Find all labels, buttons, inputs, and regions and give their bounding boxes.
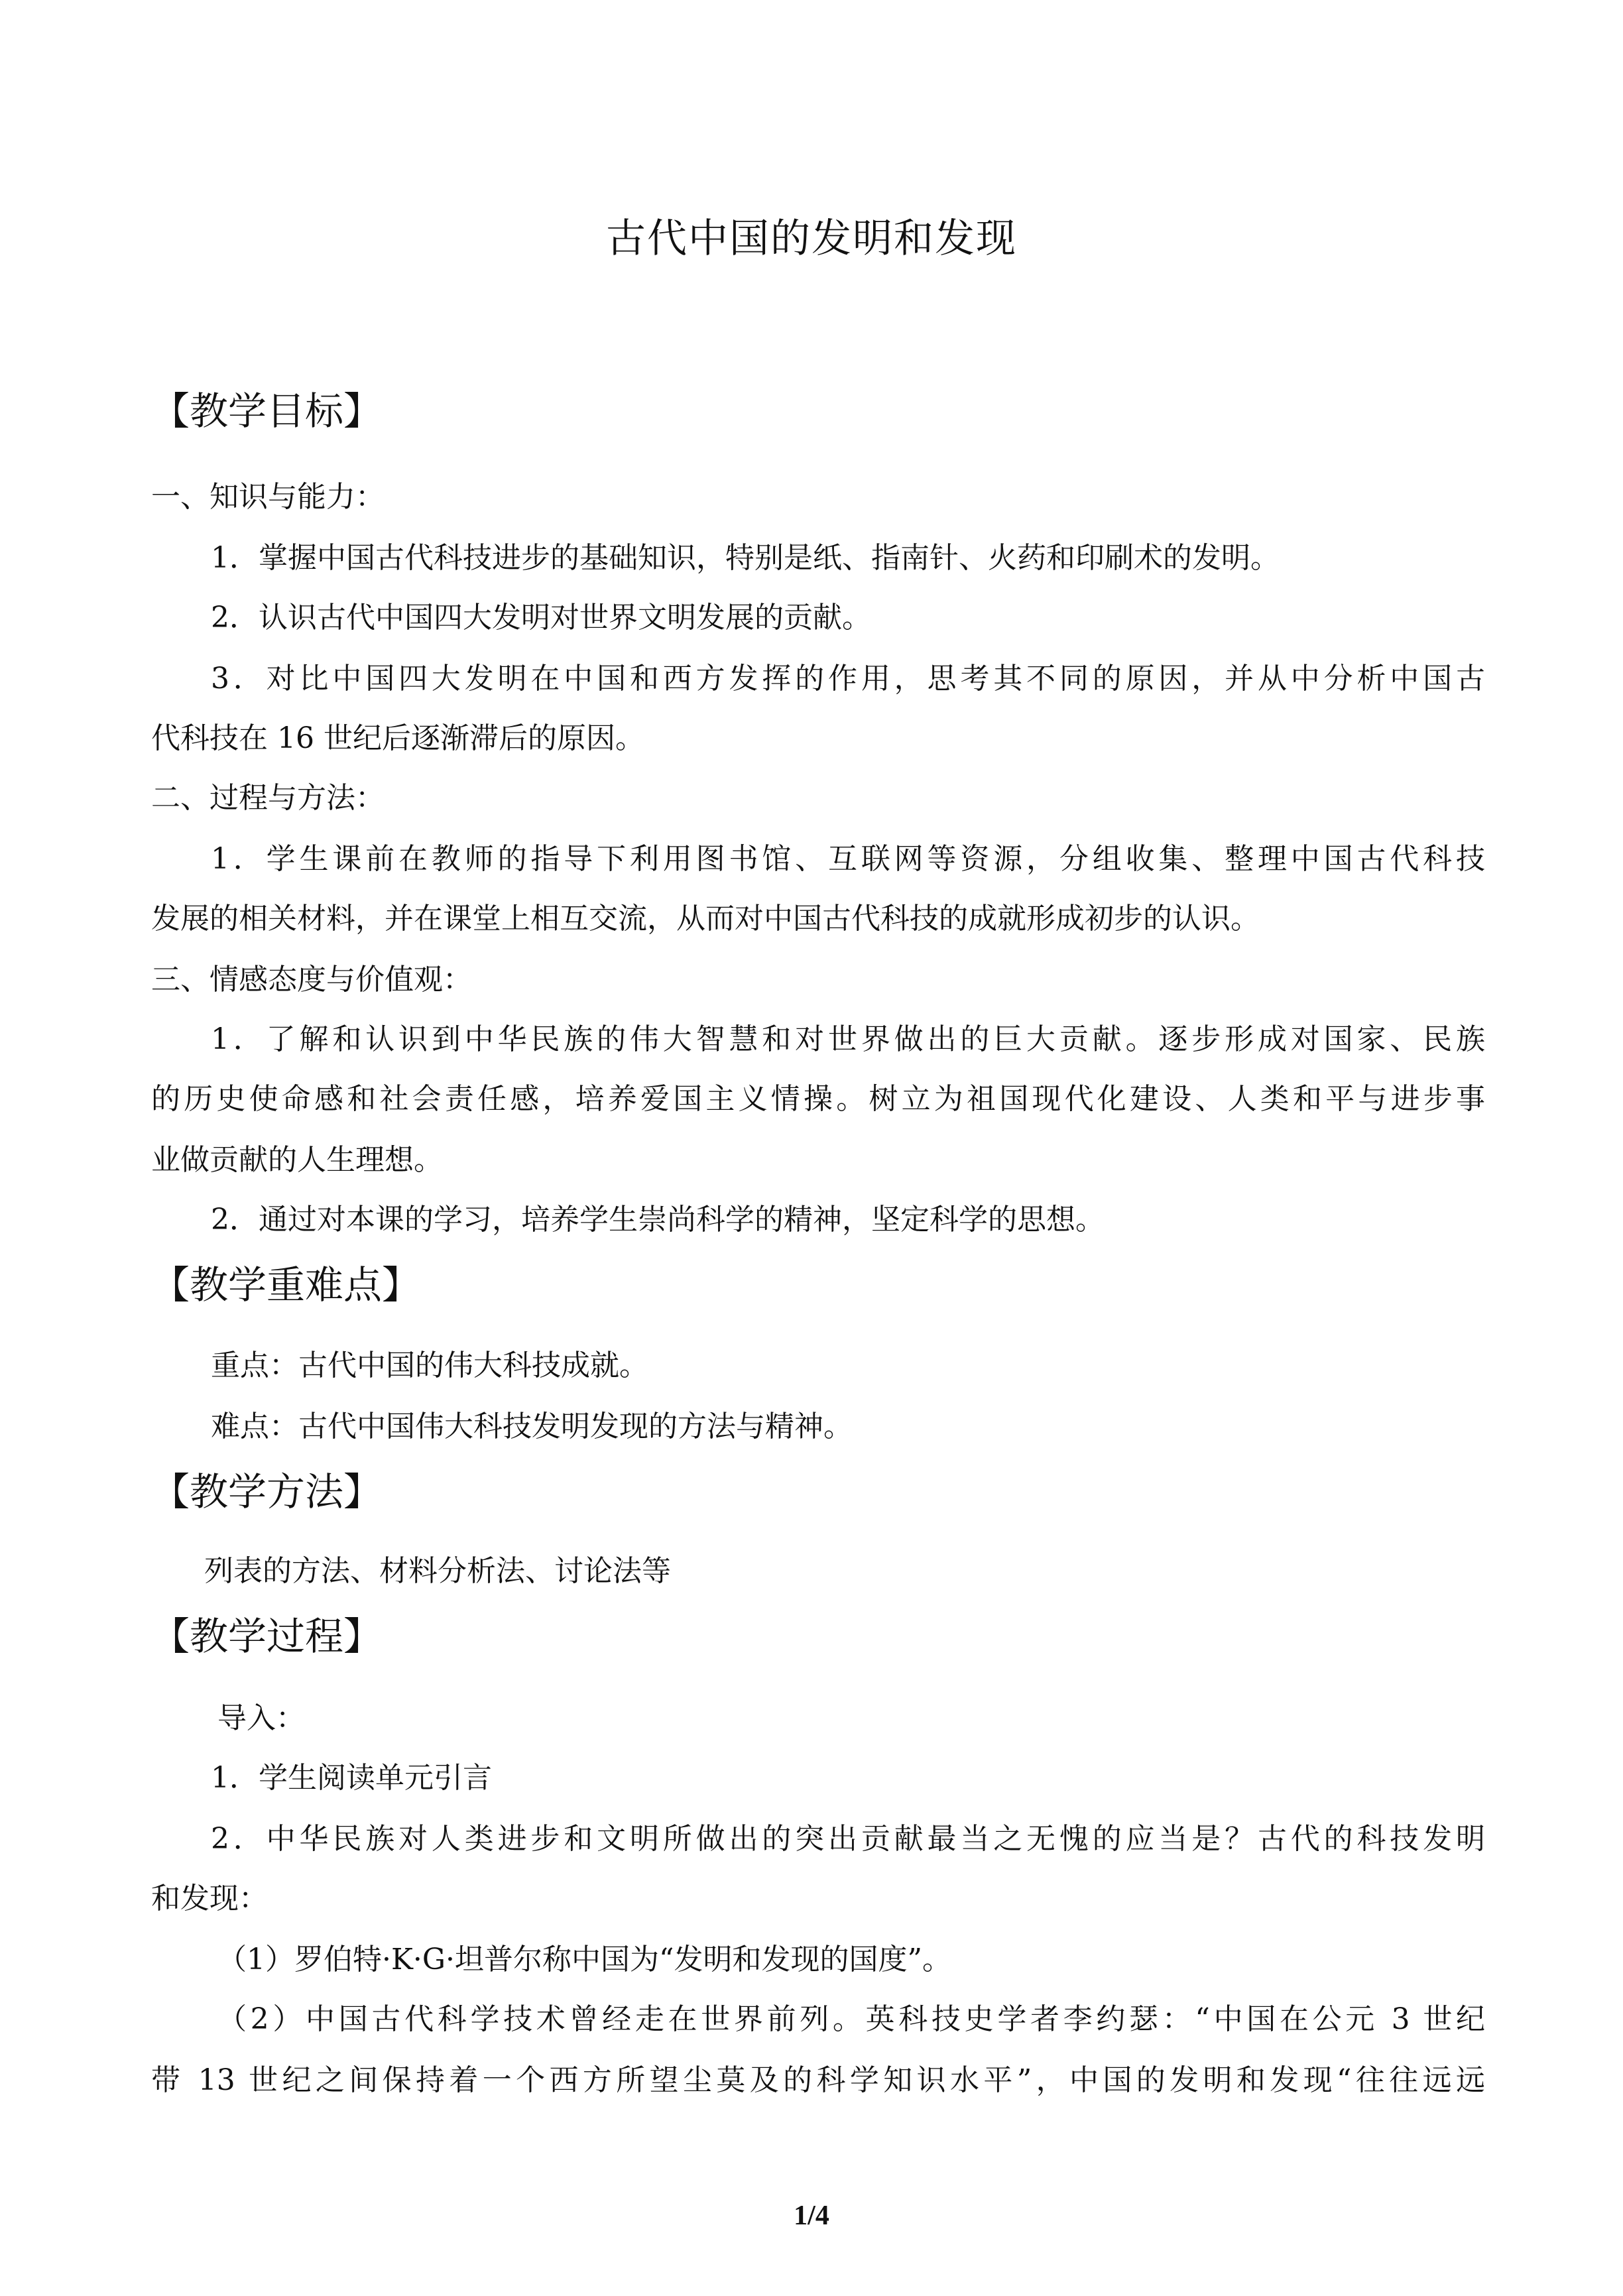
process-line: （1）罗伯特·K·G·坦普尔称中国为“发明和发现的国度”。: [217, 1943, 951, 1976]
page-title: 古代中国的发明和发现: [606, 215, 1017, 262]
attitude-item: 2．通过对本课的学习，培养学生崇尚科学的精神，坚定科学的思想。: [211, 1203, 1105, 1237]
page-number: 1/4: [794, 2201, 829, 2231]
knowledge-item: 2．认识古代中国四大发明对世界文明发展的贡献。: [211, 601, 871, 634]
process-method-item-continued: 发展的相关材料，并在课堂上相互交流，从而对中国古代科技的成就形成初步的认识。: [151, 902, 1260, 936]
knowledge-label: 一、知识与能力：: [151, 480, 385, 514]
section-heading-objectives: 【教学目标】: [151, 389, 383, 434]
attitude-label: 三、情感态度与价值观：: [151, 963, 472, 997]
process-line: 1．学生阅读单元引言: [211, 1761, 492, 1795]
process-line-continued: 和发现：: [151, 1882, 268, 1915]
intro-label: 导入：: [217, 1701, 305, 1735]
section-heading-process: 【教学过程】: [151, 1614, 383, 1659]
attitude-item-continued: 的历史使命感和社会责任感，培养爱国主义情操。树立为祖国现代化建设、人类和平与进步事: [151, 1082, 1485, 1116]
knowledge-item-continued: 代科技在 16 世纪后逐渐滞后的原因。: [151, 721, 644, 755]
process-line: 2．中华民族对人类进步和文明所做出的突出贡献最当之无愧的应当是？古代的科技发明: [211, 1822, 1485, 1856]
process-line-continued: 带 13 世纪之间保持着一个西方所望尘莫及的科学知识水平”，中国的发明和发现“往往远远: [151, 2063, 1485, 2097]
process-method-label: 二、过程与方法：: [151, 781, 385, 815]
knowledge-item: 1．掌握中国古代科技进步的基础知识，特别是纸、指南针、火药和印刷术的发明。: [211, 541, 1280, 575]
section-heading-methods: 【教学方法】: [151, 1469, 383, 1514]
process-method-item: 1．学生课前在教师的指导下利用图书馆、互联网等资源，分组收集、整理中国古代科技: [211, 842, 1485, 876]
process-line: （2）中国古代科学技术曾经走在世界前列。英科技史学者李约瑟：“中国在公元 3 世纪: [217, 2002, 1485, 2036]
attitude-item: 1．了解和认识到中华民族的伟大智慧和对世界做出的巨大贡献。逐步形成对国家、民族: [211, 1022, 1485, 1056]
attitude-item-continued: 业做贡献的人生理想。: [151, 1143, 443, 1177]
section-heading-key-points: 【教学重难点】: [151, 1262, 421, 1307]
methods-text: 列表的方法、材料分析法、讨论法等: [204, 1554, 671, 1588]
difficulty-point: 难点：古代中国伟大科技发明发现的方法与精神。: [211, 1410, 853, 1443]
knowledge-item: 3．对比中国四大发明在中国和西方发挥的作用，思考其不同的原因，并从中分析中国古: [211, 662, 1485, 695]
focus-point: 重点：古代中国的伟大科技成就。: [211, 1349, 648, 1382]
